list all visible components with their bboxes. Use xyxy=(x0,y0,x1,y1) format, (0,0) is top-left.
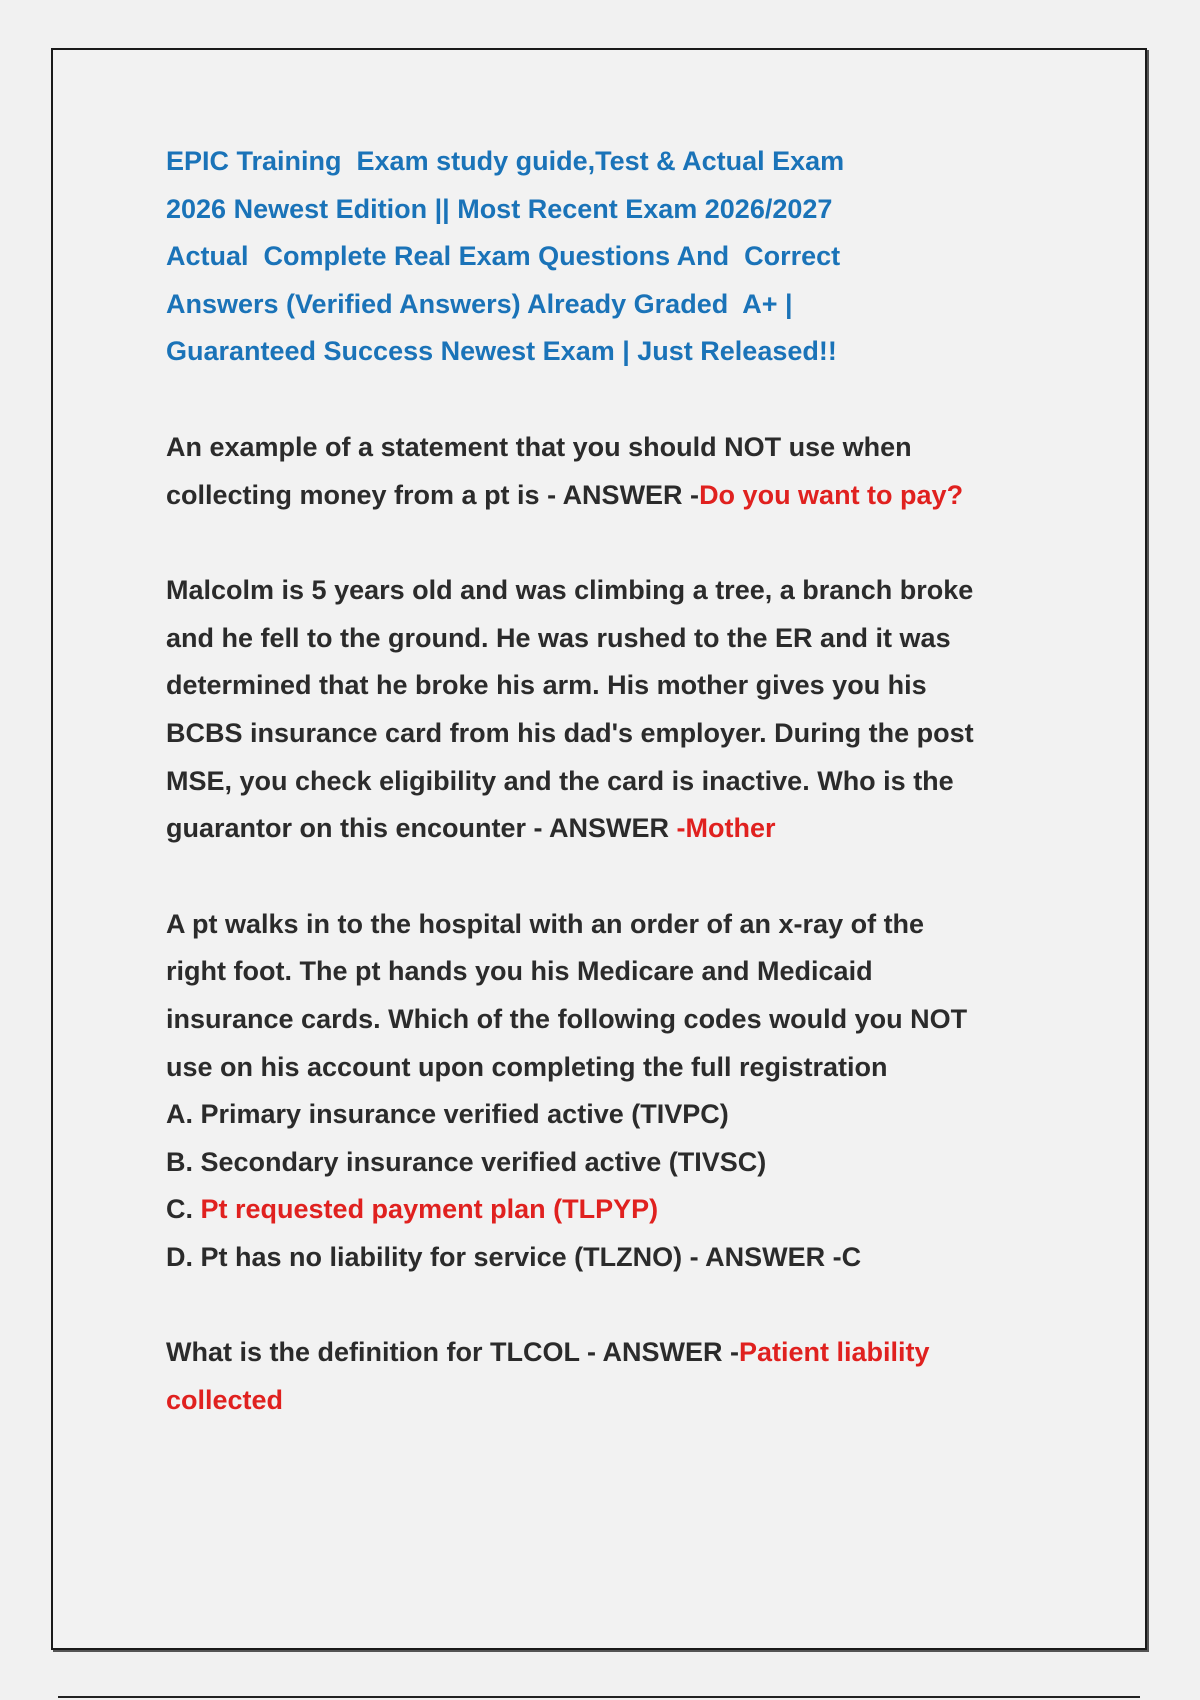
option-c-prefix: C. xyxy=(166,1194,201,1225)
spacer xyxy=(166,853,1046,901)
document-content xyxy=(166,138,1046,1425)
question-text: MSE, you check eligibility and the card is inactive. Who is the xyxy=(166,765,954,796)
title-line: Answers (Verified Answers) Already Graded A+ | xyxy=(166,288,793,319)
answer-text: Patient liability xyxy=(738,1337,930,1368)
title-line: Actual Complete Real Exam Questions And Correct xyxy=(166,241,841,272)
title-line: EPIC Training Exam study guide,Test & Actual Exam xyxy=(166,146,845,176)
question-2 xyxy=(166,567,1046,853)
question-prefix: guarantor on this encounter - ANSWER xyxy=(166,813,677,844)
question-prefix: What is the definition for TLCOL - ANSWER - xyxy=(166,1337,739,1368)
answer-text-continued: collected xyxy=(166,1385,284,1416)
question-text: Malcolm is 5 years old and was climbing a tree, a branch broke xyxy=(166,575,974,606)
answer-text: -Mother xyxy=(676,813,776,844)
question-prefix: collecting money from a pt is - ANSWER - xyxy=(166,479,700,510)
question-text: use on his account upon completing the full registration xyxy=(166,1051,888,1082)
title-line: 2026 Newest Edition || Most Recent Exam 2026/2027 xyxy=(166,193,833,224)
title-line: Guaranteed Success Newest Exam | Just Released!! xyxy=(166,336,837,367)
question-1 xyxy=(166,424,1046,519)
question-text: An example of a statement that you should NOT use when xyxy=(166,431,912,462)
spacer xyxy=(166,376,1046,424)
option-b: B. Secondary insurance verified active (TIVSC) xyxy=(166,1146,767,1177)
question-text: A pt walks in to the hospital with an order of an x-ray of the xyxy=(166,908,925,939)
question-text: BCBS insurance card from his dad's employer. During the post xyxy=(166,717,974,748)
document-page xyxy=(51,48,1147,1650)
question-text xyxy=(166,1329,1046,1377)
spacer xyxy=(166,1281,1046,1329)
option-d: D. Pt has no liability for service (TLZNO) - ANSWER -C xyxy=(166,1241,862,1272)
question-text: and he fell to the ground. He was rushed to the ER and it was xyxy=(166,622,951,653)
document-title xyxy=(166,138,1046,376)
question-text: right foot. The pt hands you his Medicare and Medicaid xyxy=(166,956,873,987)
spacer xyxy=(166,519,1046,567)
option-c-answer: Pt requested payment plan (TLPYP) xyxy=(200,1194,659,1225)
answer-text: Do you want to pay? xyxy=(699,479,964,510)
question-text: insurance cards. Which of the following codes would you NOT xyxy=(166,1003,968,1034)
option-c xyxy=(166,1186,1046,1234)
footer-divider xyxy=(58,1696,1140,1698)
question-text-last xyxy=(166,472,1046,520)
question-4 xyxy=(166,1329,1046,1424)
question-text: determined that he broke his arm. His mother gives you his xyxy=(166,670,927,701)
question-3 xyxy=(166,901,1046,1282)
question-text-last xyxy=(166,805,1046,853)
option-a: A. Primary insurance verified active (TIVPC) xyxy=(166,1099,729,1130)
